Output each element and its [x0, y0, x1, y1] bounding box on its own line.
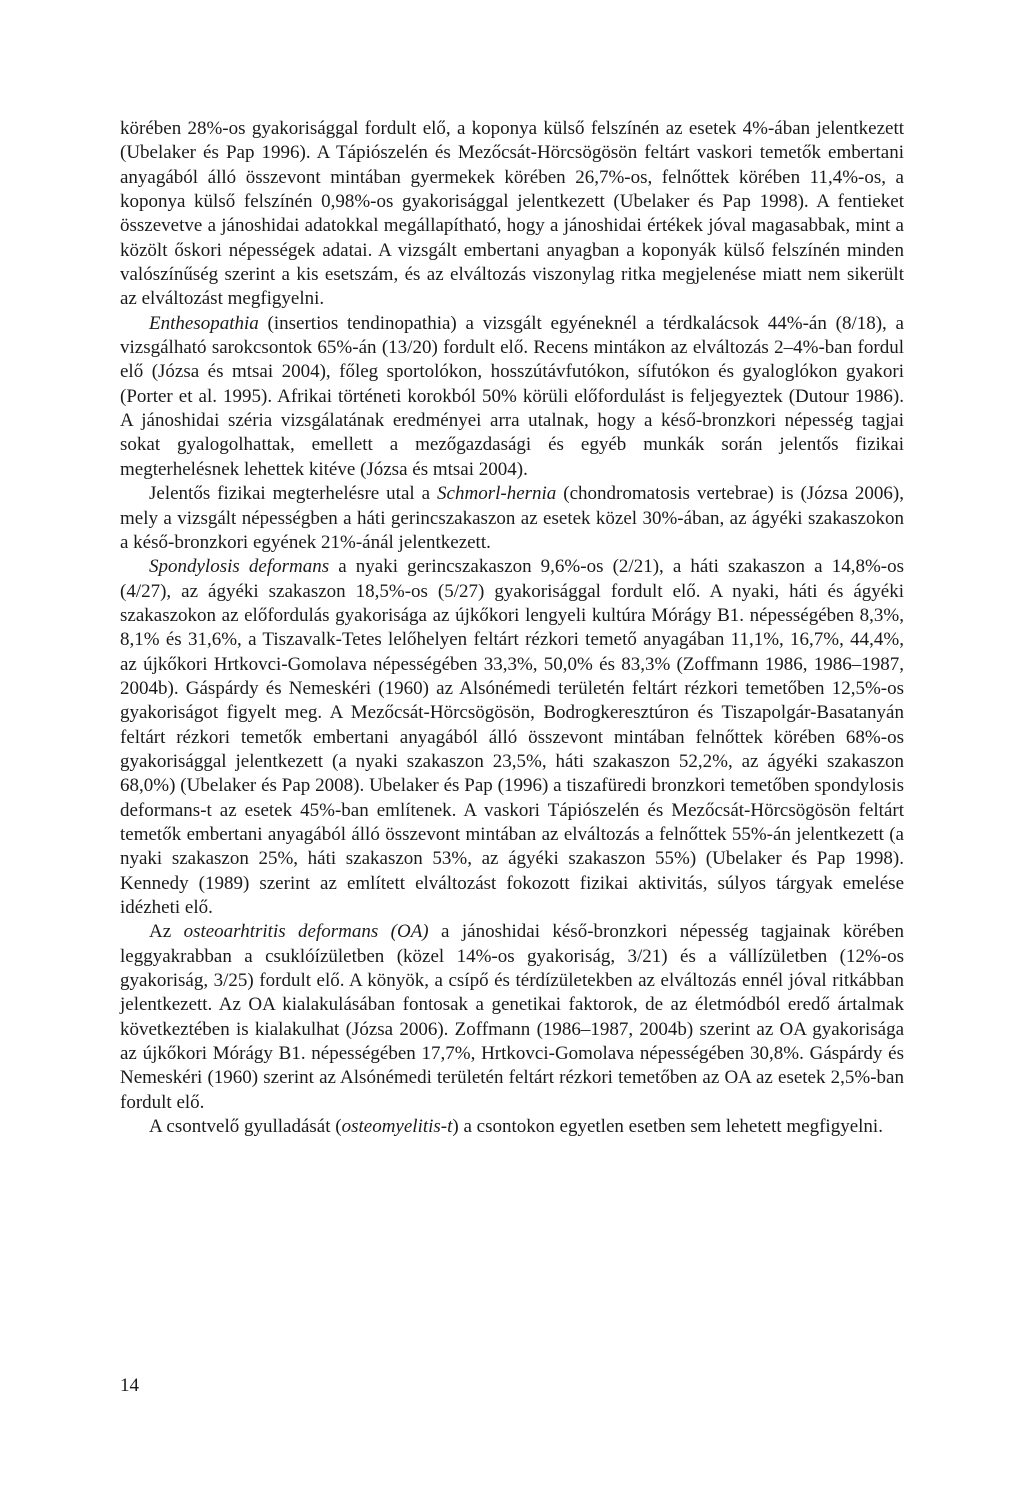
text-run: a nyaki gerincszakaszon 9,6%-os (2/21), a háti szakaszon a 14,8%-os (4/27), az ágyéki szakaszon 18,5%-os (5/27) gyakorisággal fordult elő. A nyaki, háti és ágyéki szakaszokon az előfordulás gyakorisága az újkőkori lengyeli kultúra Mórágy B1. népességében 8,3%, 8,1% és 31,6%, a Tiszavalk-Tetes lelőhelyen feltárt rézkori temető anyagában 11,1%, 16,7%, 44,4%, az újkőkori Hrtkovci-Gomolava népességében 33,3%, 50,0% és 83,3% (Zoffmann 1986, 1986–1987, 2004b). Gáspárdy és Nemeskéri (1960) az Alsónémedi területén feltárt rézkori temetőben 12,5%-os gyakoriságot figyelt meg. A Mezőcsát-Hörcsögösön, Bodrogkeresztúron és Tiszapolgár-Basatanyán feltárt rézkori temetők embertani anyagából álló összevont mintában felnőttek körében 68%-os gyakorisággal jelentkezett (a nyaki szakaszon 23,5%, háti szakaszon 52,2%, az ágyéki szakaszon 68,0%) (Ubelaker és Pap 2008). Ubelaker és Pap (1996) a tiszafüredi bronzkori temetőben spondylosis deformans-t az esetek 45%-ban említenek. A vaskori Tápiószelén és Mezőcsát-Hörcsögösön feltárt temetők embertani anyagából álló összevont mintában az elváltozás a felnőttek 55%-án jelentkezett (a nyaki szakaszon 25%, háti szakaszon 53%, az ágyéki szakaszon 55%) (Ubelaker és Pap 1998). Kennedy (1989) szerint az említett elváltozást fokozott fizikai aktivitás, súlyos tárgyak emelése idézheti elő. [120, 556, 904, 918]
italic-term: Spondylosis deformans [149, 556, 330, 578]
text-run: A csontvelő gyulladását ( [149, 1116, 342, 1138]
body-paragraph [120, 312, 904, 482]
text-run: (chondromatosis vertebrae) is (Józsa 2006), mely a vizsgált népességben a háti gerincszakaszon az esetek közel 30%-ában, az ágyéki szakaszokon a késő-bronzkori egyének 21%-ánál jelentkezett. [120, 483, 905, 553]
text-run: ) a csontokon egyetlen esetben sem lehetett megfigyelni. [452, 1116, 883, 1138]
italic-term: osteomyelitis-t [341, 1116, 453, 1138]
text-run: körében 28%-os gyakorisággal fordult elő, a koponya külső felszínén az esetek 4%-ában jelentkezett (Ubelaker és Pap 1996). A Tápiószelén és Mezőcsát-Hörcsögösön feltárt vaskori temetők embertani anyagából álló összevont mintában gyermekek körében 26,7%-os, felnőttek körében 11,4%-os, a koponya külső felszínén 0,98%-os gyakorisággal jelentkezett (Ubelaker és Pap 1998). A fentieket összevetve a jánoshidai adatokkal megállapítható, hogy a jánoshidai értékek jóval magasabbak, mint a közölt őskori népességek adatai. A vizsgált embertani anyagban a koponyák külső felszínén minden valószínűség szerint a kis esetszám, és az elváltozás viszonylag ritka megjelenése miatt nem sikerült az elváltozást megfigyelni. [120, 118, 904, 310]
italic-term: Enthesopathia [149, 312, 259, 334]
body-paragraph [120, 482, 904, 555]
text-run: a jánoshidai késő-bronzkori népesség tagjainak körében leggyakrabban a csuklóízületben (közel 14%-os gyakoriság, 3/21) és a vállízületben (12%-os gyakoriság, 3/25) fordult elő. A könyök, a csípő és térdízületekben az elváltozás ennél jóval ritkábban jelentkezett. Az OA kialakulásában fontosak a genetikai faktorok, de az életmódból eredő ártalmak következtében is kialakulhat (Józsa 2006). Zoffmann (1986–1987, 2004b) szerint az OA gyakorisága az újkőkori Mórágy B1. népességében 17,7%, Hrtkovci-Gomolava népességében 30,8%. Gáspárdy és Nemeskéri (1960) szerint az Alsónémedi területén feltárt rézkori temetőben az OA az esetek 2,5%-ban fordult elő. [120, 921, 905, 1113]
body-paragraph [120, 1115, 904, 1139]
page-body-text [120, 117, 904, 1139]
body-paragraph [120, 555, 904, 920]
italic-term: osteoarhtritis deformans (OA) [183, 921, 429, 943]
italic-term: Schmorl-hernia [437, 483, 557, 505]
text-run: Az [149, 921, 184, 943]
text-run: (insertios tendinopathia) a vizsgált egyéneknél a térdkalácsok 44%-án (8/18), a vizsgálható sarokcsontok 65%-án (13/20) fordult elő. Recens mintákon az elváltozás 2–4%-ban fordul elő (Józsa és mtsai 2004), főleg sportolókon, hosszútávfutókon, sífutókon és gyaloglókon gyakori (Porter et al. 1995). Afrikai történeti korokból 50% körüli előfordulást is feljegyeztek (Dutour 1986). A jánoshidai széria vizsgálatának eredményei arra utalnak, hogy a késő-bronzkori népesség tagjai sokat gyalogolhattak, emellett a mezőgazdasági és egyéb munkák során jelentős fizikai megterhelésnek lehettek kitéve (Józsa és mtsai 2004). [120, 312, 904, 480]
page-number: 14 [120, 1375, 139, 1396]
body-paragraph [120, 117, 904, 312]
body-paragraph [120, 920, 904, 1115]
text-run: Jelentős fizikai megterhelésre utal a [149, 483, 438, 505]
